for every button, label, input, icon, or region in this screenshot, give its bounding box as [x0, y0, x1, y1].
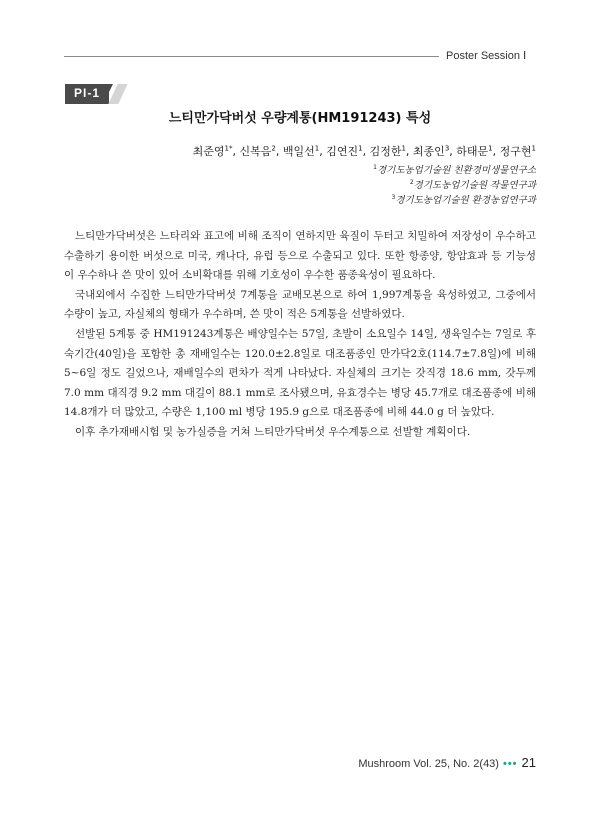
affiliation — [373, 190, 536, 205]
body-paragraph: 선발된 5계통 중 HM191243계통은 배양일수는 57일, 초발이 소요일수 14일, 생육일수는 7일로 후숙기간(40일)을 포함한 총 재배일수는 120.0±2.8일로 대조품종인 만가닥2호(114.7±7.8일)에 비해 5~6일 정도 길었으나, 재배일수의 편차가 적게 나타났다. 자실체의 크기는 갓직경 18.6 mm, 갓두께 7.0 mm 대직경 9.2 mm 대길이 88.1 mm로 조사됐으며, 유효경수는 병당 45.7개로 대조품종에 비해 14.8개가 더 많았고, 수량은 1,100 ml 병당 195.9 g으로 대조품종에 비해 44.0 g 더 높았다. — [64, 327, 536, 419]
body-paragraph: 이후 추가재배시험 및 농가실증을 거쳐 느티만가닥버섯 우수계통으로 선발할 계획이다. — [75, 425, 471, 438]
author-name: 최종인 — [412, 145, 445, 158]
affiliation-text: 경기도농업기술원 친환경미생물연구소 — [376, 165, 536, 177]
author-sup: 1 — [531, 144, 536, 153]
affiliation-sup: 1 — [373, 164, 377, 171]
affiliation-text: 경기도농업기술원 작물연구과 — [413, 180, 536, 192]
author-sup: 1 — [488, 144, 493, 153]
header-rule — [64, 56, 439, 57]
affiliation-sup: 2 — [409, 179, 414, 186]
author-sup: 3 — [444, 144, 450, 153]
author-list: 최준영$^{1*}$, 신복음$^2$, 백일선$^1$, 김연진$^1$, 김정한$^1$, 최종인$^3$, 하태문$^1$, 정구현$^1$ — [192, 144, 536, 158]
author-name: 최준영 — [192, 145, 225, 158]
author-name: 정구현 — [499, 145, 532, 158]
author-name: 백일선 — [282, 145, 315, 158]
affiliation — [373, 160, 536, 175]
author-name: 김정한 — [369, 145, 402, 158]
tag-label: PI-1 — [73, 86, 100, 100]
journal-citation: Mushroom Vol. 25, No. 2(43) — [358, 758, 499, 770]
body-paragraph: 국내외에서 수집한 느티만가닥버섯 7계통을 교배모본으로 하여 1,997계통을 육성하였고, 그중에서 수량이 높고, 자실체의 형태가 우수하며, 쓴 맛이 적은 5계통을 선발하였다. — [64, 288, 536, 321]
affiliation-sup: 3 — [391, 194, 396, 201]
author-sup: 1 — [314, 144, 320, 153]
author-sup: 1 — [358, 144, 363, 153]
author-sup: 1 — [401, 144, 406, 153]
abstract-body — [64, 227, 536, 443]
paper-title: 느티만가닥버섯 우량계통(HM191243) 특성 — [168, 111, 432, 126]
footer-dots: ••• — [502, 758, 518, 770]
body-paragraph: 느티만가닥버섯은 느타리와 표고에 비해 조직이 연하지만 육질이 두터고 치밀하여 저장성이 우수하고 수출하기 용이한 버섯으로 미국, 캐나다, 유럽 등으로 수출되고 있다. 또한 항종양, 항암효과 등 기능성이 우수하나 쓴 맛이 있어 소비확대를 위해 기호성이 우수한 품종육성이 필요하다. — [64, 230, 536, 282]
author-sup: 1* — [224, 144, 233, 153]
author-name: 신복음 — [239, 145, 272, 158]
author-name: 하태문 — [456, 145, 489, 158]
affiliation — [373, 175, 536, 190]
page-footer — [358, 755, 536, 770]
session-header: Poster Session Ⅰ — [446, 50, 527, 62]
author-sup: 2 — [271, 144, 276, 153]
author-name: 김연진 — [326, 145, 359, 158]
session-tag — [65, 84, 125, 104]
page-number: 21 — [521, 755, 536, 770]
affiliation-list — [373, 160, 536, 205]
affiliation-text: 경기도농업기술원 환경농업연구과 — [395, 195, 536, 207]
